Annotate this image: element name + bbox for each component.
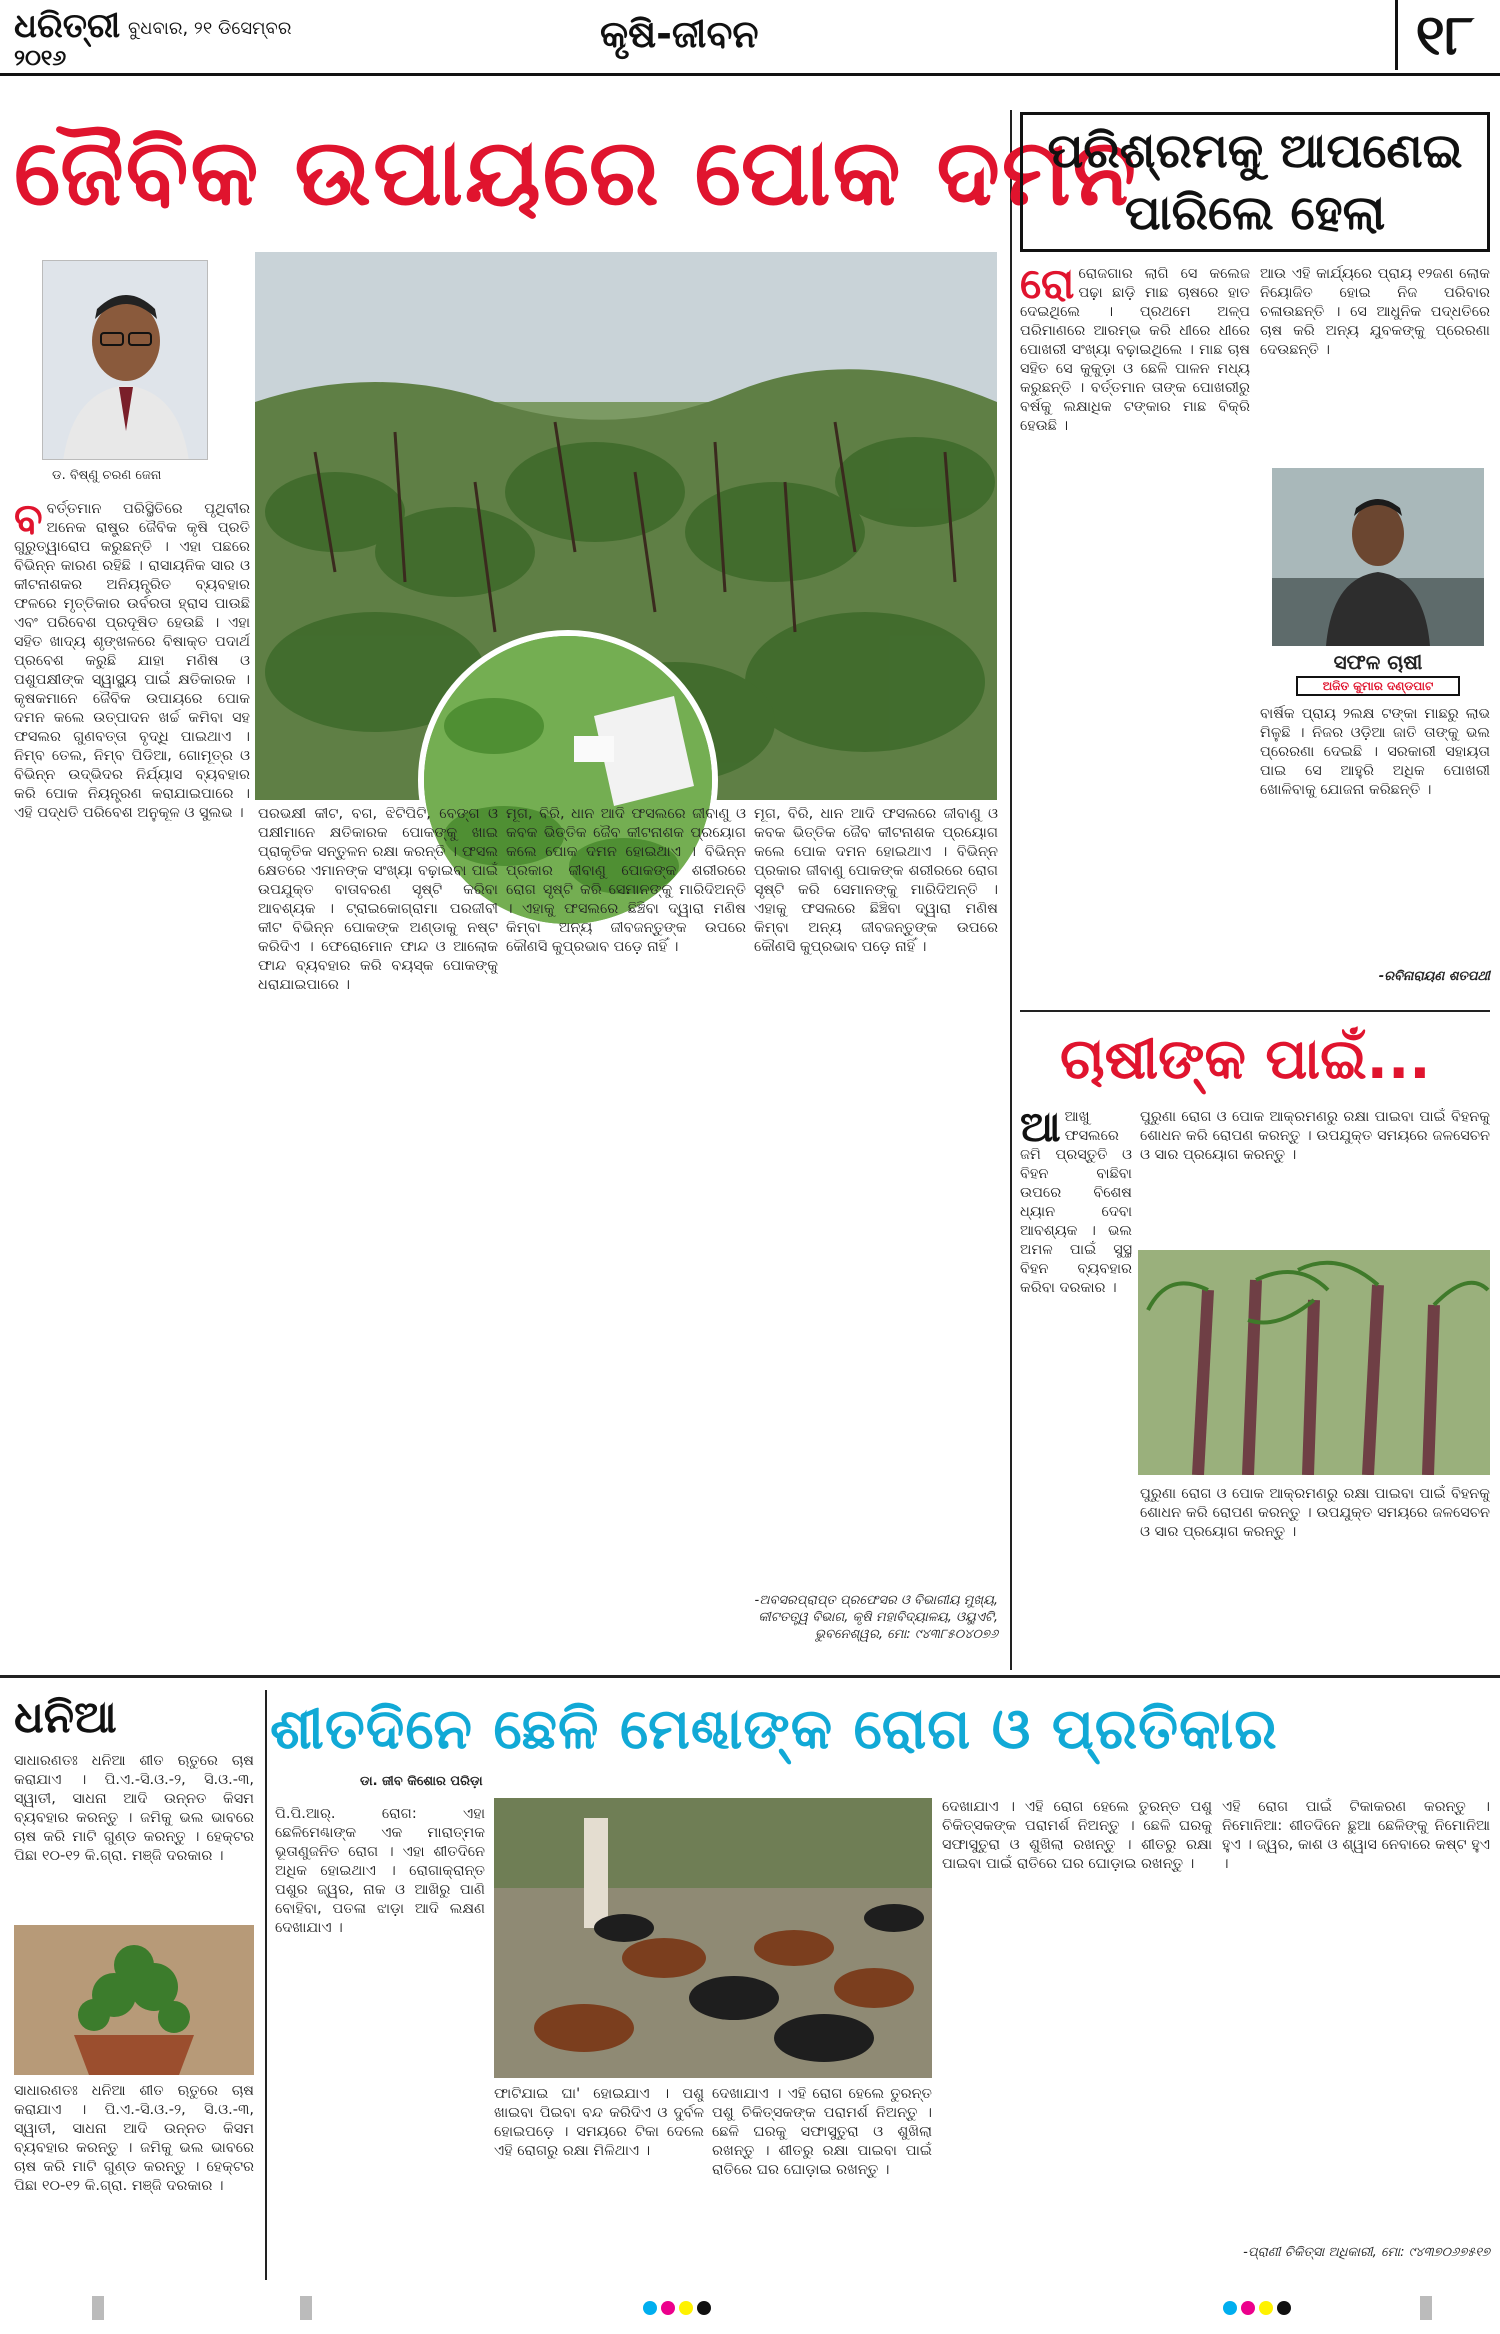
tips-article-text-1: ଆଖୁ ଫସଲରେ ଜମି ପ୍ରସ୍ତୁତି ଓ ବିହନ ବାଛିବା ଉପରେ ବିଶେଷ ଧ୍ୟାନ ଦେବା ଆବଶ୍ୟକ । ଭଲ ଅମଳ ପାଇଁ ସୁସ୍ଥ ବିହନ ବ୍ୟବହାର କରିବା ଦରକାର । (1020, 1109, 1132, 1296)
drop-cap: ଆ (1020, 1108, 1061, 1151)
main-article-column-4 (754, 805, 998, 1585)
farmer-photo (1272, 468, 1484, 646)
drop-cap: ରୋ (1020, 265, 1075, 308)
farmer-headline-box (1020, 112, 1490, 252)
goat-article-text-4: ଦେଖାଯାଏ । ଏହି ରୋଗ ହେଲେ ତୁରନ୍ତ ପଶୁ ଚିକିତ୍ସକଙ୍କ ପରାମର୍ଶ ନିଅନ୍ତୁ । ଛେଳି ଘରକୁ ସଫାସୁତୁରା ଓ ଶୁଖିଲା ରଖନ୍ତୁ । ଶୀତରୁ ରକ୍ଷା ପାଇବା ପାଇଁ ରାତିରେ ଘର ଘୋଡ଼ାଇ ରଖନ୍ତୁ । (942, 1799, 1212, 1872)
goats-photo (494, 1798, 932, 2078)
color-registration-dots (1220, 2298, 1300, 2318)
section-title: କୃଷି-ଜୀବନ (600, 12, 759, 56)
farmer-photo-caption: ସଫଳ ଚାଷୀ (1333, 650, 1423, 674)
tips-article-column-2 (1140, 1108, 1490, 1238)
tips-article-column-3 (1140, 1485, 1490, 1660)
tips-headline: ଚାଷୀଙ୍କ ପାଇଁ... (1060, 1027, 1431, 1092)
main-article-text-3: ମୂଗ, ବିରି, ଧାନ ଆଦି ଫସଲରେ ଜୀବାଣୁ ଓ କବକ ଭିତ୍ତିକ ଜୈବ କୀଟନାଶକ ପ୍ରୟୋଗ କଲେ ପୋକ ଦମନ ହୋଇଥାଏ । ବିଭିନ୍ନ ପ୍ରକାର ଜୀବାଣୁ ପୋକଙ୍କ ଶରୀରରେ ରୋଗ ସୃଷ୍ଟି କରି ସେମାନଙ୍କୁ ମାରିଦିଅନ୍ତି । ଏହାକୁ ଫସଲରେ ଛିଞ୍ଚିବା ଦ୍ୱାରା ମଣିଷ କିମ୍ବା ଅନ୍ୟ ଜୀବଜନ୍ତୁଙ୍କ ଉପରେ କୌଣସି କୁପ୍ରଭାବ ପଡ଼େ ନାହିଁ । (506, 806, 746, 955)
tips-article-text-3: ପୁରୁଣା ରୋଗ ଓ ପୋକ ଆକ୍ରମଣରୁ ରକ୍ଷା ପାଇବା ପାଇଁ ବିହନକୁ ଶୋଧନ କରି ରୋପଣ କରନ୍ତୁ । ଉପଯୁକ୍ତ ସମୟରେ ଜଳସେଚନ ଓ ସାର ପ୍ରୟୋଗ କରନ୍ତୁ । (1140, 1486, 1490, 1540)
main-article-text-1: ବର୍ତ୍ତମାନ ପରିସ୍ଥିତିରେ ପୃଥିବୀର ଅନେକ ରାଷ୍ଟ୍ର ଜୈବିକ କୃଷି ପ୍ରତି ଗୁରୁତ୍ୱାରୋପ କରୁଛନ୍ତି । ଏହା ପଛରେ ବିଭିନ୍ନ କାରଣ ରହିଛି । ରାସାୟନିକ ସାର ଓ କୀଟନାଶକର ଅନିୟନ୍ତ୍ରିତ ବ୍ୟବହାର ଫଳରେ ମୃତ୍ତିକାର ଉର୍ବରତା ହ୍ରାସ ପାଉଛି ଏବଂ ପରିବେଶ ପ୍ରଦୂଷିତ ହେଉଛି । ଏହା ସହିତ ଖାଦ୍ୟ ଶୃଙ୍ଖଳରେ ବିଷାକ୍ତ ପଦାର୍ଥ ପ୍ରବେଶ କରୁଛି ଯାହା ମଣିଷ ଓ ପଶୁପକ୍ଷୀଙ୍କ ସ୍ୱାସ୍ଥ୍ୟ ପାଇଁ କ୍ଷତିକାରକ । କୃଷକମାନେ ଜୈବିକ ଉପାୟରେ ପୋକ ଦମନ କଲେ ଉତ୍ପାଦନ ଖର୍ଚ୍ଚ କମିବା ସହ ଫସଲର ଗୁଣବତ୍ତା ବୃଦ୍ଧି ପାଇଥାଏ । ନିମ୍ବ ତେଲ, ନିମ୍ବ ପିଡିଆ, ଗୋମୂତ୍ର ଓ ବିଭିନ୍ନ ଉଦ୍ଭିଦର ନିର୍ଯ୍ୟାସ ବ୍ୟବହାର କରି ପୋକ ନିୟନ୍ତ୍ରଣ କରାଯାଇପାରେ । ଏହି ପଦ୍ଧତି ପରିବେଶ ଅନୁକୂଳ ଓ ସୁଲଭ । (14, 501, 250, 821)
goat-article-column-5 (1222, 1798, 1490, 2238)
section-divider (0, 1675, 1500, 1678)
tips-article-text-2: ପୁରୁଣା ରୋଗ ଓ ପୋକ ଆକ୍ରମଣରୁ ରକ୍ଷା ପାଇବା ପାଇଁ ବିହନକୁ ଶୋଧନ କରି ରୋପଣ କରନ୍ତୁ । ଉପଯୁକ୍ତ ସମୟରେ ଜଳସେଚନ ଓ ସାର ପ୍ରୟୋଗ କରନ୍ତୁ । (1140, 1109, 1490, 1163)
main-article-column-3 (506, 805, 746, 1660)
goat-article-column-3 (712, 2085, 932, 2280)
coriander-text-1: ସାଧାରଣତଃ ଧନିଆ ଶୀତ ଋତୁରେ ଚାଷ କରାଯାଏ । ପି.ଏ.-ସି.ଓ.-୨, ସି.ଓ.-୩, ସ୍ୱାତୀ, ସାଧନା ଆଦି ଉନ୍ନତ କିସମ ବ୍ୟବହାର କରନ୍ତୁ । ଜମିକୁ ଭଲ ଭାବରେ ଚାଷ କରି ମାଟି ଗୁଣ୍ଡ କରନ୍ତୁ । ହେକ୍ଟର ପିଛା ୧୦-୧୨ କି.ଗ୍ରା. ମଞ୍ଜି ଦରକାର । (14, 1753, 254, 1864)
goat-article-text-1: ପି.ପି.ଆର୍. ରୋଗ: ଏହା ଛେଳିମେଣ୍ଢାଙ୍କ ଏକ ମାରାତ୍ମକ ଭୂତାଣୁଜନିତ ରୋଗ । ଏହା ଶୀତଦିନେ ଅଧିକ ହୋଇଥାଏ । ରୋଗାକ୍ରାନ୍ତ ପଶୁର ଜ୍ୱର, ନାକ ଓ ଆଖିରୁ ପାଣି ବୋହିବା, ପତଳା ଝାଡ଼ା ଆଦି ଲକ୍ଷଣ ଦେଖାଯାଏ । (275, 1806, 485, 1936)
page-number: ୧୮ (1395, 0, 1474, 70)
coriander-text-2: ସାଧାରଣତଃ ଧନିଆ ଶୀତ ଋତୁରେ ଚାଷ କରାଯାଏ । ପି.ଏ.-ସି.ଓ.-୨, ସି.ଓ.-୩, ସ୍ୱାତୀ, ସାଧନା ଆଦି ଉନ୍ନତ କିସମ ବ୍ୟବହାର କରନ୍ତୁ । ଜମିକୁ ଭଲ ଭାବରେ ଚାଷ କରି ମାଟି ଗୁଣ୍ଡ କରନ୍ତୁ । ହେକ୍ଟର ପିଛା ୧୦-୧୨ କି.ଗ୍ରା. ମଞ୍ଜି ଦରକାର । (14, 2083, 254, 2194)
farmer-headline-line1: ପରିଶ୍ରମକୁ ଆପଣେଇ (1047, 123, 1463, 179)
registration-mark (92, 2296, 104, 2320)
goat-author: ଡା. ଜୀବ କିଶୋର ପରିଡ଼ା (360, 1774, 483, 1789)
column-divider (1010, 110, 1012, 1670)
farmer-article-text-3: ବାର୍ଷିକ ପ୍ରାୟ ୨ଲକ୍ଷ ଟଙ୍କା ମାଛରୁ ଲାଭ ମିଳୁଛି । ନିଜର ଓଡ଼ିଆ ଜାତି ତାଙ୍କୁ ଭଲ ପ୍ରେରଣା ଦେଇଛି । ସରକାରୀ ସହାୟତା ପାଇ ସେ ଆହୁରି ଅଧିକ ପୋଖରୀ ଖୋଳିବାକୁ ଯୋଜନା କରିଛନ୍ତି । (1260, 706, 1490, 798)
main-article-signature: -ଅବସରପ୍ରାପ୍ତ ପ୍ରଫେସର ଓ ବିଭାଗୀୟ ମୁଖ୍ୟ, କୀଟତତ୍ତ୍ୱ ବିଭାଗ, କୃଷି ମହାବିଦ୍ୟାଳୟ, ଓୟୁଏଟି, ଭୁବନେଶ୍ୱର, ମୋ: ୯୪୩୮୫୦୪୦୭୬ (754, 1593, 998, 1642)
coriander-photo (14, 1925, 254, 2075)
farmer-article-signature: -ରବିନାରାୟଣ ଶତପଥୀ (1378, 969, 1490, 984)
farmer-article-column-1 (1020, 265, 1250, 1010)
farmer-article-text-2: ଆଉ ଏହି କାର୍ଯ୍ୟରେ ପ୍ରାୟ ୧୨ଜଣ ଲୋକ ନିୟୋଜିତ ହୋଇ ନିଜ ପରିବାର ଚଳାଉଛନ୍ତି । ସେ ଆଧୁନିକ ପଦ୍ଧତିରେ ଚାଷ କରି ଅନ୍ୟ ଯୁବକଙ୍କୁ ପ୍ରେରଣା ଦେଉଛନ୍ତି । (1260, 266, 1490, 358)
goat-article-column-1 (275, 1805, 485, 2280)
main-author: ଡ. ବିଷ୍ଣୁ ଚରଣ ଜେନା (52, 468, 162, 483)
registration-mark (1420, 2296, 1432, 2320)
main-article-column-2 (258, 805, 498, 1660)
masthead-year: ୨୦୧୬ (14, 46, 67, 71)
farmer-article-column-2 (1260, 265, 1490, 455)
farmer-article-column-3 (1260, 705, 1490, 960)
tips-article-column-1 (1020, 1108, 1132, 1658)
goat-headline: ଶୀତଦିନେ ଛେଳି ମେଣ୍ଢାଙ୍କ ରୋଗ ଓ ପ୍ରତିକାର (270, 1697, 1278, 1762)
coriander-headline: ଧନିଆ (14, 1692, 117, 1743)
author-photo (42, 260, 208, 460)
goat-article-column-4 (942, 1798, 1212, 2280)
main-article-column-1 (14, 500, 250, 1660)
farmer-article-text-1: ରୋଜଗାର ଲାଗି ସେ କଲେଜ ପଢ଼ା ଛାଡ଼ି ମାଛ ଚାଷରେ ହାତ ଦେଇଥିଲେ । ପ୍ରଥମେ ଅଳ୍ପ ପରିମାଣରେ ଆରମ୍ଭ କରି ଧୀରେ ଧୀରେ ପୋଖରୀ ସଂଖ୍ୟା ବଢ଼ାଇଥିଲେ । ମାଛ ଚାଷ ସହିତ ସେ କୁକୁଡ଼ା ଓ ଛେଳି ପାଳନ ମଧ୍ୟ କରୁଛନ୍ତି । ବର୍ତ୍ତମାନ ତାଙ୍କ ପୋଖରୀରୁ ବର୍ଷକୁ ଲକ୍ଷାଧିକ ଟଙ୍କାର ମାଛ ବିକ୍ରି ହେଉଛି । (1020, 266, 1250, 434)
coriander-column-2 (14, 2082, 254, 2280)
sugarcane-photo (1138, 1250, 1490, 1475)
goat-article-signature: -ପ୍ରାଣୀ ଚିକିତ୍ସା ଅଧିକାରୀ, ମୋ: ୯୪୩୭୦୬୭୫୧୭ (1243, 2245, 1490, 2260)
main-article-text-2: ପରଭକ୍ଷୀ କୀଟ, ବଗ, ଝିଟିପିଟି, ବେଙ୍ଗ ଓ ପକ୍ଷୀମାନେ କ୍ଷତିକାରକ ପୋକଙ୍କୁ ଖାଇ ପ୍ରାକୃତିକ ସନ୍ତୁଳନ ରକ୍ଷା କରନ୍ତି । ଫସଲ କ୍ଷେତରେ ଏମାନଙ୍କ ସଂଖ୍ୟା ବଢ଼ାଇବା ପାଇଁ ଉପଯୁକ୍ତ ବାତାବରଣ ସୃଷ୍ଟି କରିବା ଆବଶ୍ୟକ । ଟ୍ରାଇକୋଗ୍ରାମା ପରଜୀବୀ କୀଟ ବିଭିନ୍ନ ପୋକଙ୍କ ଅଣ୍ଡାକୁ ନଷ୍ଟ କରିଦିଏ । ଫେରୋମୋନ ଫାନ୍ଦ ଓ ଆଲୋକ ଫାନ୍ଦ ବ୍ୟବହାର କରି ବୟସ୍କ ପୋକଙ୍କୁ ଧରାଯାଇପାରେ । (258, 806, 498, 993)
masthead (0, 0, 1500, 76)
coriander-column-1 (14, 1752, 254, 1922)
section-divider (1020, 1010, 1490, 1012)
goat-article-column-2 (494, 2085, 704, 2280)
registration-mark (300, 2296, 312, 2320)
goat-article-text-3: ଦେଖାଯାଏ । ଏହି ରୋଗ ହେଲେ ତୁରନ୍ତ ପଶୁ ଚିକିତ୍ସକଙ୍କ ପରାମର୍ଶ ନିଅନ୍ତୁ । ଛେଳି ଘରକୁ ସଫାସୁତୁରା ଓ ଶୁଖିଲା ରଖନ୍ତୁ । ଶୀତରୁ ରକ୍ଷା ପାଇବା ପାଇଁ ରାତିରେ ଘର ଘୋଡ଼ାଇ ରଖନ୍ତୁ । (712, 2086, 932, 2178)
goat-article-text-2: ଫାଟିଯାଇ ଘା' ହୋଇଯାଏ । ପଶୁ ଖାଇବା ପିଇବା ବନ୍ଦ କରିଦିଏ ଓ ଦୁର୍ବଳ ହୋଇପଡ଼େ । ସମୟରେ ଟିକା ଦେଲେ ଏହି ରୋଗରୁ ରକ୍ଷା ମିଳିଥାଏ । (494, 2086, 704, 2159)
main-headline: ଜୈବିକ ଉପାୟରେ ପୋକ ଦମନ (14, 119, 1139, 226)
color-registration-dots (640, 2298, 720, 2318)
newspaper-logo: ଧରିତ୍ରୀ (14, 6, 121, 46)
goat-article-text-5: ଏହି ରୋଗ ପାଇଁ ଟିକାକରଣ କରନ୍ତୁ । ନିମୋନିଆ: ଶୀତଦିନେ ଛୁଆ ଛେଳିଙ୍କୁ ନିମୋନିଆ ହୁଏ । ଜ୍ୱର, କାଶ ଓ ଶ୍ୱାସ ନେବାରେ କଷ୍ଟ ହୁଏ । (1222, 1799, 1490, 1872)
main-article-text-4: ମୂଗ, ବିରି, ଧାନ ଆଦି ଫସଲରେ ଜୀବାଣୁ ଓ କବକ ଭିତ୍ତିକ ଜୈବ କୀଟନାଶକ ପ୍ରୟୋଗ କଲେ ପୋକ ଦମନ ହୋଇଥାଏ । ବିଭିନ୍ନ ପ୍ରକାର ଜୀବାଣୁ ପୋକଙ୍କ ଶରୀରରେ ରୋଗ ସୃଷ୍ଟି କରି ସେମାନଙ୍କୁ ମାରିଦିଅନ୍ତି । ଏହାକୁ ଫସଲରେ ଛିଞ୍ଚିବା ଦ୍ୱାରା ମଣିଷ କିମ୍ବା ଅନ୍ୟ ଜୀବଜନ୍ତୁଙ୍କ ଉପରେ କୌଣସି କୁପ୍ରଭାବ ପଡ଼େ ନାହିଁ । (754, 806, 998, 955)
farmer-photo-name: ଅଜିତ କୁମାର ଦଣ୍ଡପାଟ (1296, 676, 1460, 696)
farmer-headline-line2: ପାରିଲେ ହେଲା (1124, 185, 1386, 241)
masthead-date: ବୁଧବାର, ୨୧ ଡିସେମ୍ବର (128, 18, 292, 39)
drop-cap: ବ (14, 500, 43, 543)
column-divider (265, 1690, 267, 2280)
